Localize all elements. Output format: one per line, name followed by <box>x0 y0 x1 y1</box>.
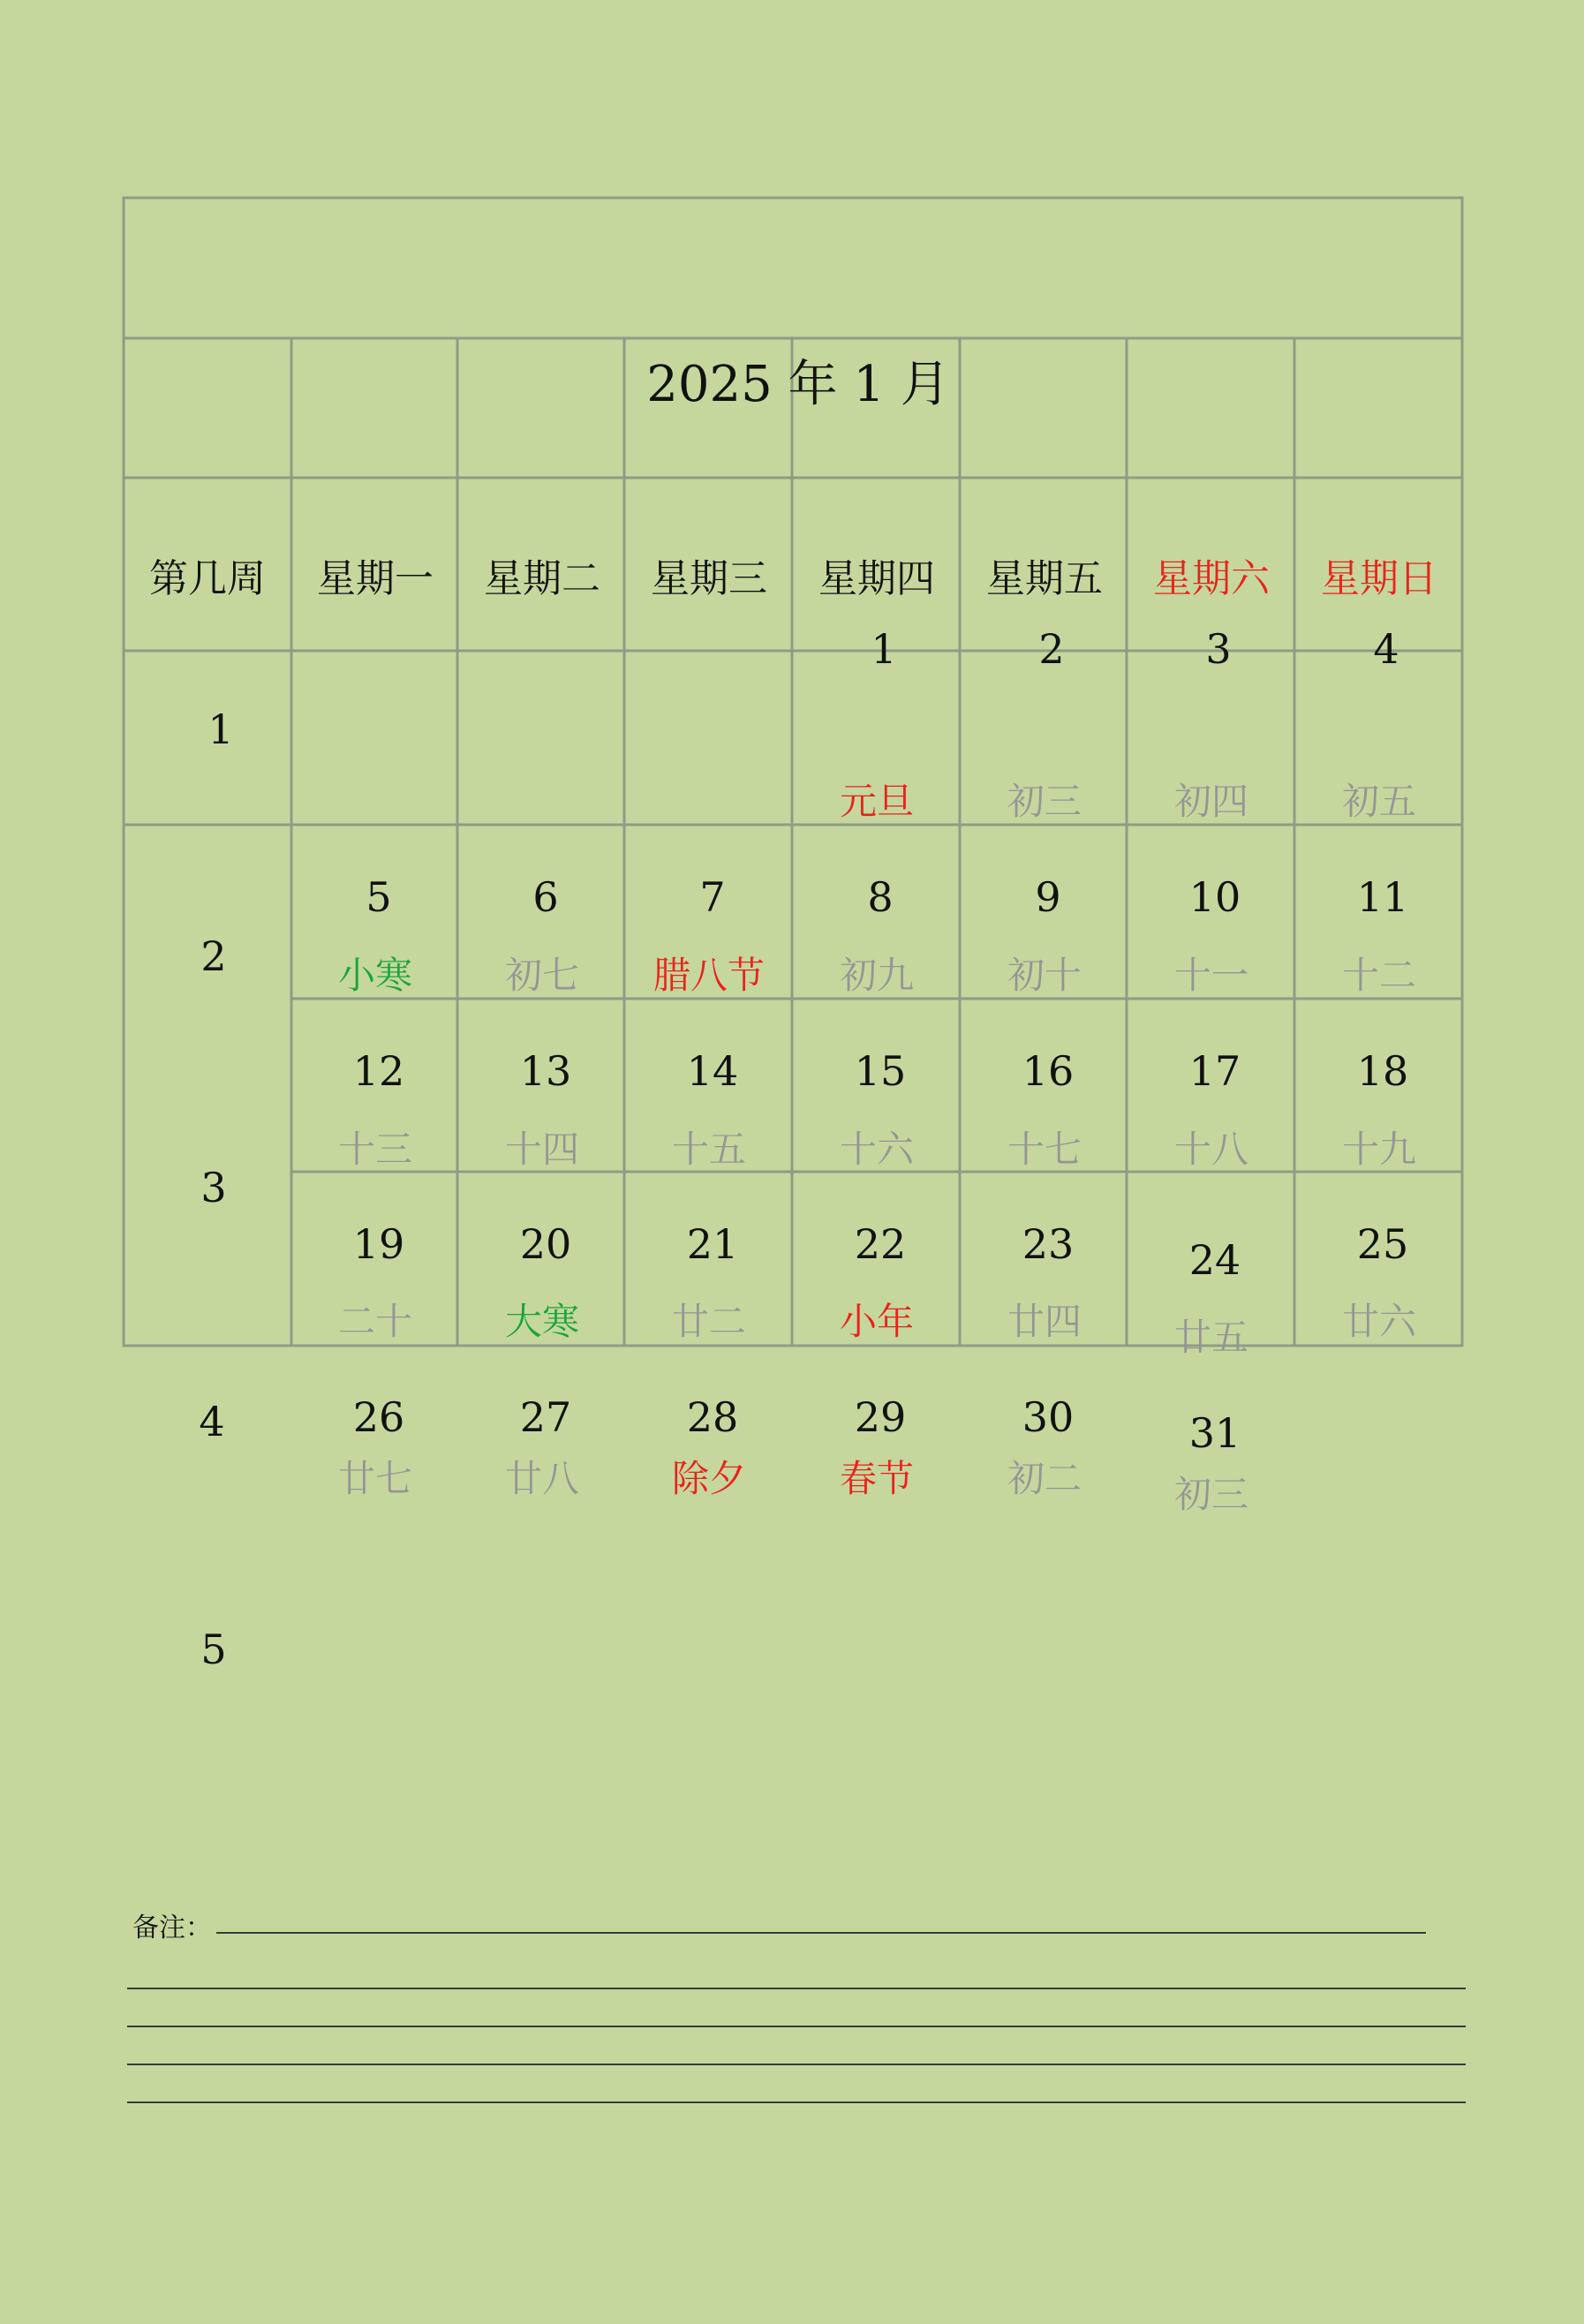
lunar-date: 廿七 <box>337 1457 413 1500</box>
day-number: 23 <box>1022 1220 1075 1268</box>
lunar-date: 春节 <box>839 1457 915 1500</box>
weekday-header: 星期二 <box>484 556 600 601</box>
day-number: 15 <box>854 1047 907 1095</box>
day-number: 27 <box>519 1393 572 1441</box>
week-number: 1 <box>207 706 234 753</box>
day-number: 18 <box>1356 1047 1409 1095</box>
day-number: 9 <box>1035 873 1061 921</box>
lunar-date: 十三 <box>337 1128 413 1171</box>
lunar-date: 十二 <box>1341 954 1417 997</box>
day-number: 22 <box>854 1220 907 1268</box>
lunar-date: 廿二 <box>671 1300 747 1343</box>
lunar-date: 十六 <box>839 1128 915 1171</box>
lunar-date: 十八 <box>1173 1128 1249 1171</box>
weekday-header: 星期三 <box>651 556 767 601</box>
lunar-date: 初九 <box>839 954 915 997</box>
week-number: 5 <box>200 1626 227 1673</box>
lunar-date: 初五 <box>1341 780 1417 823</box>
title-year-unit: 年 <box>788 356 838 413</box>
day-number: 26 <box>352 1393 405 1441</box>
day-number: 1 <box>871 625 897 673</box>
day-number: 8 <box>867 873 894 921</box>
day-number: 28 <box>686 1393 739 1441</box>
lunar-date: 初二 <box>1007 1457 1082 1500</box>
lunar-date: 初三 <box>1007 780 1082 823</box>
weekday-header: 第几周 <box>149 556 266 601</box>
title-year: 2025 <box>646 356 773 413</box>
day-number: 10 <box>1188 873 1241 921</box>
weekday-header: 星期五 <box>986 556 1103 601</box>
title-month-unit: 月 <box>900 356 950 413</box>
weekday-header: 星期四 <box>818 556 935 601</box>
day-number: 30 <box>1022 1393 1075 1441</box>
lunar-date: 十七 <box>1007 1128 1082 1171</box>
day-number: 12 <box>352 1047 405 1095</box>
day-number: 17 <box>1188 1047 1241 1095</box>
day-number: 7 <box>699 873 726 921</box>
weekday-header: 星期一 <box>317 556 434 601</box>
week-number: 4 <box>199 1398 225 1445</box>
lunar-date: 腊八节 <box>652 954 766 997</box>
day-number: 11 <box>1356 873 1409 921</box>
lunar-date: 廿五 <box>1173 1316 1249 1359</box>
week-number: 2 <box>200 932 227 980</box>
lunar-date: 廿八 <box>504 1457 580 1500</box>
lunar-date: 廿六 <box>1341 1300 1417 1343</box>
day-number: 21 <box>686 1220 739 1268</box>
lunar-date: 初十 <box>1007 954 1082 997</box>
day-number: 6 <box>532 873 559 921</box>
lunar-date: 初四 <box>1173 780 1249 823</box>
day-number: 24 <box>1188 1236 1241 1284</box>
lunar-date: 十九 <box>1341 1128 1417 1171</box>
day-number: 20 <box>519 1220 572 1268</box>
day-number: 2 <box>1038 625 1065 673</box>
day-number: 5 <box>366 873 392 921</box>
lunar-date: 除夕 <box>671 1457 747 1500</box>
lunar-date: 小年 <box>839 1300 915 1343</box>
day-number: 13 <box>519 1047 572 1095</box>
lunar-date: 初三 <box>1173 1473 1249 1516</box>
lunar-date: 十五 <box>671 1128 747 1171</box>
calendar-title <box>646 356 950 413</box>
day-number: 4 <box>1373 625 1399 673</box>
weekday-header: 星期六 <box>1153 556 1270 601</box>
lunar-date: 元旦 <box>839 780 915 823</box>
lunar-date: 小寒 <box>337 954 413 997</box>
day-number: 19 <box>352 1220 405 1268</box>
lunar-date: 初七 <box>504 954 580 997</box>
lunar-date: 二十 <box>337 1300 413 1343</box>
day-number: 3 <box>1205 625 1232 673</box>
notes-label: 备注： <box>132 1913 212 1943</box>
day-number: 29 <box>854 1393 907 1441</box>
week-number: 3 <box>200 1164 227 1211</box>
day-number: 16 <box>1022 1047 1075 1095</box>
day-number: 25 <box>1356 1220 1409 1268</box>
lunar-date: 廿四 <box>1007 1300 1082 1343</box>
lunar-date: 十四 <box>504 1128 580 1171</box>
day-number: 14 <box>686 1047 739 1095</box>
lunar-date: 十一 <box>1173 954 1249 997</box>
day-number: 31 <box>1188 1409 1241 1457</box>
weekday-header: 星期日 <box>1321 556 1437 601</box>
lunar-date: 大寒 <box>504 1300 580 1343</box>
title-month: 1 <box>853 356 885 413</box>
